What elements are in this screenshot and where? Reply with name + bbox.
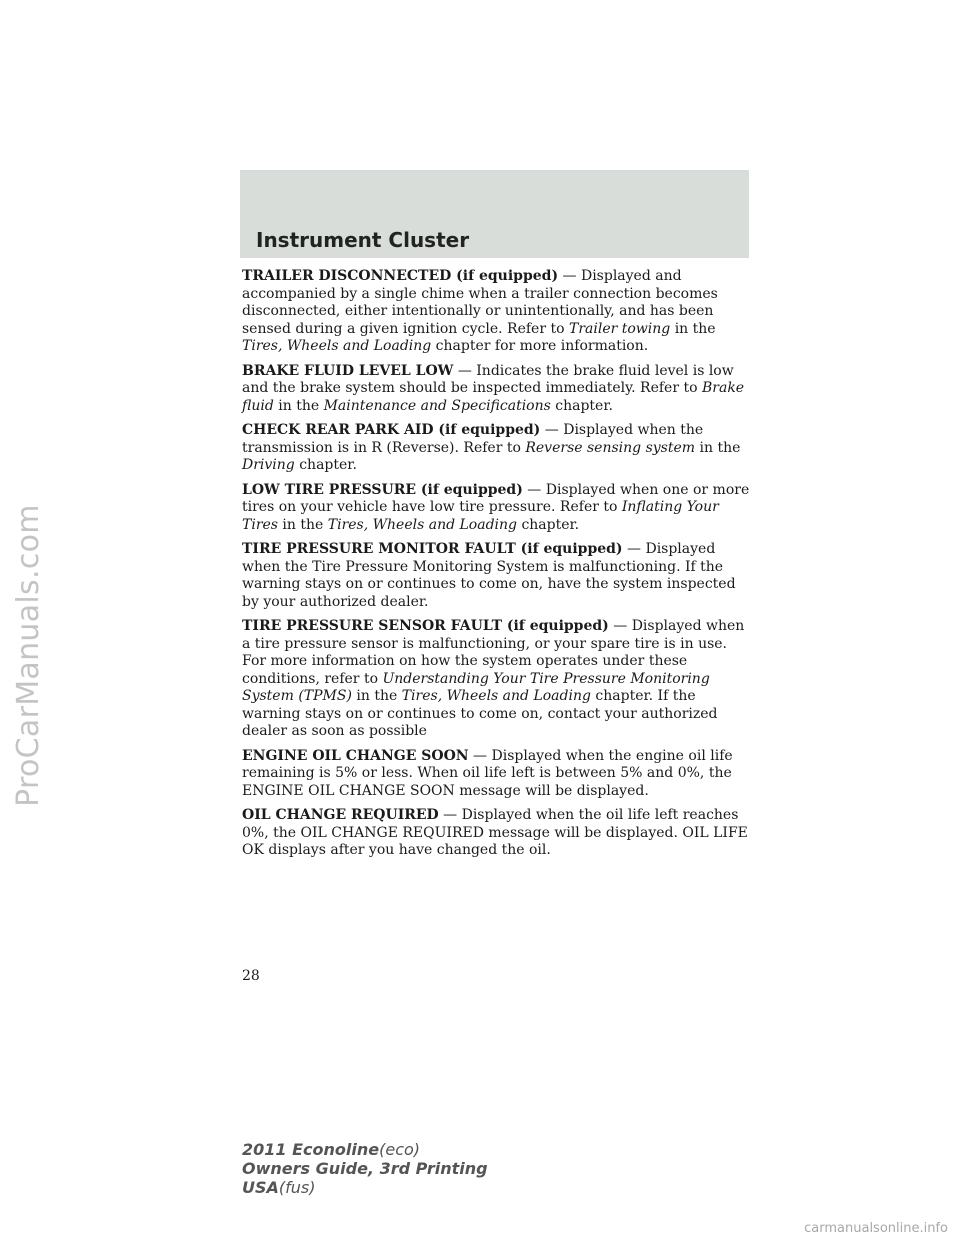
entry-text: in the bbox=[351, 688, 402, 704]
entry-chapter-reference: Maintenance and Specifications bbox=[323, 397, 551, 414]
entry-text: in the bbox=[695, 439, 741, 456]
footer-guide: Owners Guide, 3rd Printing bbox=[242, 1159, 488, 1178]
entry-text: in the bbox=[277, 516, 328, 533]
entry-reference: Brake fluid bbox=[242, 380, 745, 414]
entry-chapter-reference: Tires, Wheels and Loading bbox=[327, 516, 517, 533]
entry-text: — Displayed when the Tire Pressure Monitoring System is malfunctioning. If the warning stays on or continues to come on, have the system inspected by your authorized dealer. bbox=[242, 541, 736, 610]
entry-text: chapter. bbox=[294, 457, 357, 473]
entry-chapter-reference: Driving bbox=[242, 457, 295, 473]
entry-term: BRAKE FLUID LEVEL LOW bbox=[242, 362, 454, 379]
bottom-watermark: carmanualsonline.info bbox=[804, 1221, 948, 1236]
entry-term: CHECK REAR PARK AID (if equipped) bbox=[242, 422, 541, 438]
entry-trailer-disconnected bbox=[242, 268, 752, 356]
entry-oil-change-required bbox=[242, 807, 752, 860]
entry-text: — Indicates the brake fluid level is low and the brake system should be inspected immediately. Refer to bbox=[242, 362, 734, 396]
entry-reference: Understanding Your Tire Pressure Monitoring System (TPMS) bbox=[242, 670, 710, 704]
entry-text: chapter. bbox=[550, 397, 613, 414]
entry-brake-fluid-level-low bbox=[242, 363, 752, 416]
entry-chapter-reference: Tires, Wheels and Loading bbox=[242, 338, 432, 354]
entry-reference: Reverse sensing system bbox=[525, 439, 696, 456]
entry-term: OIL CHANGE REQUIRED bbox=[242, 807, 439, 823]
entry-text: — Displayed when one or more tires on your vehicle have low tire pressure. Refer to bbox=[242, 481, 750, 515]
entry-term: TIRE PRESSURE MONITOR FAULT (if equipped) bbox=[242, 541, 623, 557]
entry-text: — Displayed and accompanied by a single chime when a trailer connection becomes disconnected, either intentionally or unintentionally, and has been sensed during a given ignition cycle. Refer to bbox=[242, 268, 718, 337]
section-title: Instrument Cluster bbox=[256, 228, 470, 252]
entry-term: ENGINE OIL CHANGE SOON bbox=[242, 747, 469, 764]
entry-term: TIRE PRESSURE SENSOR FAULT (if equipped) bbox=[242, 618, 609, 634]
footer bbox=[242, 1140, 488, 1197]
entry-tire-pressure-monitor-fault bbox=[242, 541, 752, 611]
entry-text: chapter for more information. bbox=[431, 338, 649, 354]
entry-reference: Trailer towing bbox=[568, 320, 671, 337]
entry-low-tire-pressure bbox=[242, 482, 752, 535]
entry-text: chapter. bbox=[517, 516, 580, 533]
section-header bbox=[240, 170, 749, 258]
footer-market-code: (fus) bbox=[278, 1178, 316, 1197]
page-number: 28 bbox=[242, 968, 260, 984]
side-watermark-text: ProCarManuals.com bbox=[10, 503, 46, 807]
entry-text: — Displayed when the engine oil life remaining is 5% or less. When oil life left is between 5% and 0%, the ENGINE OIL CHANGE SOON message will be displayed. bbox=[242, 747, 733, 799]
entry-tire-pressure-sensor-fault bbox=[242, 618, 752, 741]
footer-model-code: (eco) bbox=[379, 1140, 421, 1159]
footer-model-line bbox=[242, 1140, 488, 1159]
page-content bbox=[242, 268, 752, 867]
side-watermark bbox=[6, 455, 50, 855]
entry-term: TRAILER DISCONNECTED (if equipped) bbox=[242, 268, 559, 284]
entry-text: — Displayed when the oil life left reaches 0%, the OIL CHANGE REQUIRED message will be displayed. OIL LIFE OK displays after you have changed the oil. bbox=[242, 807, 748, 858]
entry-text: in the bbox=[670, 320, 716, 337]
entry-text: — Displayed when a tire pressure sensor is malfunctioning, or your spare tire is in use. For more information on how the system operates under these conditions, refer to bbox=[242, 618, 745, 687]
entry-text: chapter. If the warning stays on or continues to come on, contact your authorized dealer as soon as possible bbox=[242, 688, 718, 739]
entry-text: — Displayed when the transmission is in R (Reverse). Refer to bbox=[242, 422, 704, 456]
entry-text: in the bbox=[273, 397, 324, 414]
entry-check-rear-park-aid bbox=[242, 422, 752, 475]
footer-model: 2011 Econoline bbox=[242, 1140, 380, 1159]
entry-term: LOW TIRE PRESSURE (if equipped) bbox=[242, 481, 523, 498]
entry-chapter-reference: Tires, Wheels and Loading bbox=[401, 688, 591, 704]
footer-market-line bbox=[242, 1178, 488, 1197]
footer-market: USA bbox=[242, 1178, 279, 1197]
entry-engine-oil-change-soon bbox=[242, 748, 752, 801]
entry-reference: Inflating Your Tires bbox=[242, 499, 719, 533]
